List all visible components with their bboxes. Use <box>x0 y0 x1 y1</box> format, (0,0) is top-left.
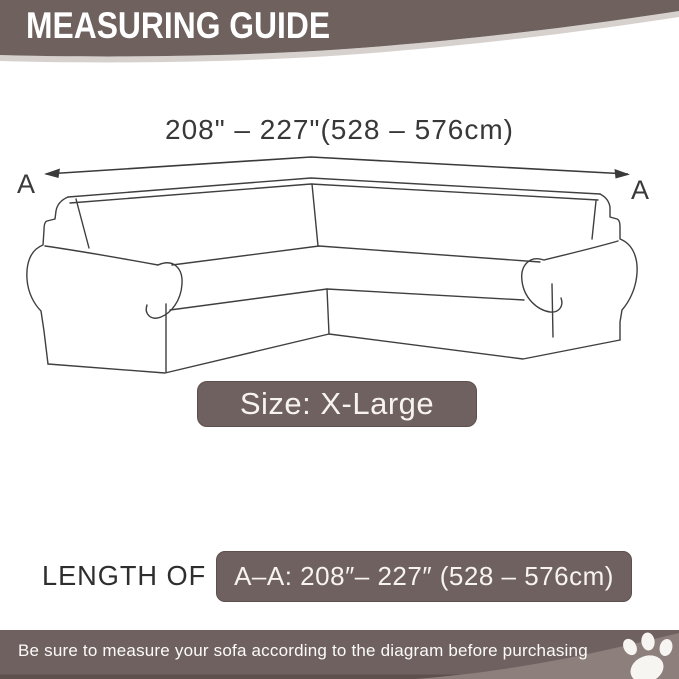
size-badge-text: Size: X-Large <box>239 386 435 421</box>
length-of-label: LENGTH OF <box>42 560 207 591</box>
page-title: MEASURING GUIDE <box>26 5 331 46</box>
length-value-badge <box>216 551 632 602</box>
dimension-label: 208" – 227"(528 – 576cm) <box>165 114 514 145</box>
length-value-text: A–A: 208″– 227″ (528 – 576cm) <box>234 561 614 591</box>
arrowhead-right <box>615 169 631 179</box>
measure-arrow <box>44 157 630 179</box>
sofa-outline <box>27 178 637 373</box>
footer-bar <box>0 630 679 679</box>
point-label-a-left: A <box>17 169 36 199</box>
point-label-a-right: A <box>631 175 650 205</box>
arrowhead-left <box>44 169 60 179</box>
footer-note: Be sure to measure your sofa according to the diagram before purchasing <box>18 641 588 660</box>
size-badge <box>197 381 477 427</box>
